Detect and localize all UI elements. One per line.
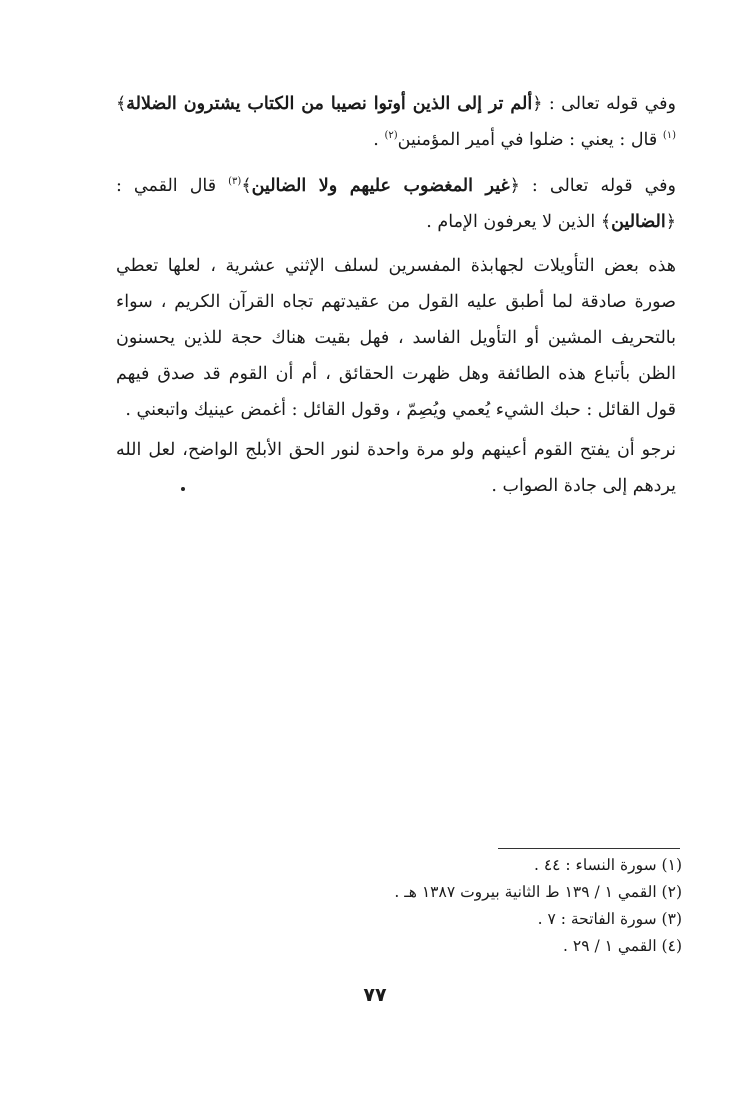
- footnote-ref: (٢): [384, 130, 398, 142]
- text-segment: وفي قوله تعالى : ﴿: [509, 176, 676, 196]
- text-segment: قال القمي : ﴿: [116, 176, 676, 232]
- text-segment: قال : يعني : ضلوا في أمير المؤمنين: [397, 130, 663, 150]
- footnote-ref: (١): [662, 130, 676, 142]
- footnote-ref: (٣): [228, 176, 242, 188]
- quran-word: الضالين: [611, 212, 666, 232]
- ink-speck: [181, 487, 185, 491]
- paragraph-text: هذه بعض التأويلات لجهابذة المفسرين لسلف الإثني عشرية ، لعلها تعطي صورة صادقة لما أطبق عليه القول من عقيدتهم تجاه القرآن الكريم ، سواء بالتحريف المشين أو التأويل الفاسد ، فهل بقيت هناك حجة للذين يحسنون الظن بأتباع هذه الطائفة وهل ظهرت الحقائق ، أم أن القوم قد صدق فيهم قول القائل : حبك الشيء يُعمي ويُصِمّ ، وقول القائل : أغمض عينيك واتبعني .: [116, 256, 676, 420]
- paragraph-text: نرجو أن يفتح القوم أعينهم ولو مرة واحدة لنور الحق الأبلج الواضح، لعل الله يردهم إلى جادة الصواب .: [116, 440, 676, 496]
- text-segment: وفي قوله تعالى : ﴿: [532, 94, 676, 114]
- paragraph-commentary: [116, 248, 676, 428]
- text-segment: ﴾: [116, 94, 127, 114]
- page-number: ٧٧: [363, 984, 387, 1006]
- footnote-divider: [498, 848, 680, 849]
- quran-verse: ألم تر إلى الذين أوتوا نصيبا من الكتاب يشترون الضلالة: [126, 94, 533, 114]
- text-segment: ﴾ الذين لا يعرفون الإمام .: [426, 212, 612, 232]
- paragraph-verse-2: [116, 168, 676, 240]
- footnote-item: (٢) القمي ١ / ١٣٩ ط الثانية بيروت ١٣٨٧ هـ .: [394, 883, 682, 901]
- quran-verse: غير المغضوب عليهم ولا الضالين: [251, 176, 510, 196]
- paragraph-verse-1: [116, 86, 676, 158]
- footnote-item: (٤) القمي ١ / ٢٩ .: [563, 937, 682, 955]
- footnotes: [300, 852, 682, 960]
- text-segment: .: [373, 130, 385, 150]
- text-segment: ﴾: [241, 176, 252, 196]
- paragraph-closing: [116, 432, 676, 504]
- footnote-item: (١) سورة النساء : ٤٤ .: [533, 856, 682, 874]
- footnote-item: (٣) سورة الفاتحة : ٧ .: [537, 910, 682, 928]
